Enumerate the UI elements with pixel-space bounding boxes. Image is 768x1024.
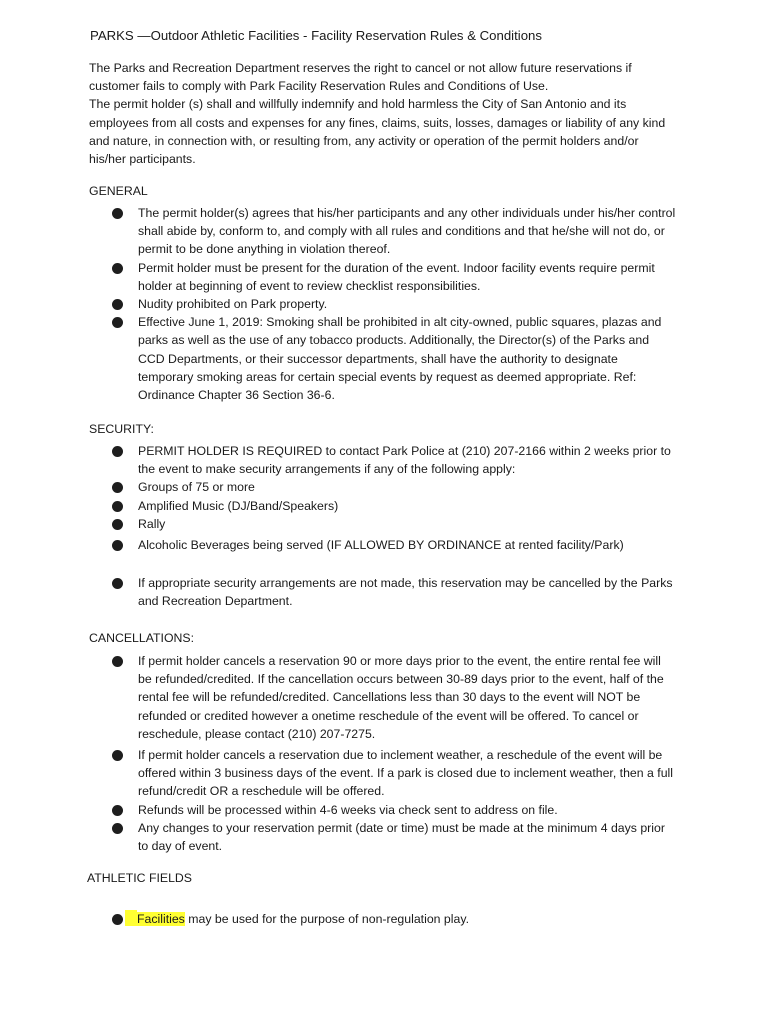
athletic-fields-list bbox=[0, 910, 768, 928]
list-item-text: If appropriate security arrangements are not made, this reservation may be cancelled by the Parks and Recreation Department. bbox=[138, 576, 673, 609]
bullet-icon bbox=[112, 482, 123, 493]
bullet-icon bbox=[112, 299, 123, 310]
bullet-icon bbox=[112, 914, 123, 925]
list-item-text: Any changes to your reservation permit (date or time) must be made at the minimum 4 days prior to day of event. bbox=[138, 820, 665, 854]
list-item bbox=[0, 746, 768, 801]
bullet-icon bbox=[112, 656, 123, 667]
highlighted-text: Facilities bbox=[137, 912, 185, 926]
list-item-text: Alcoholic Beverages being served (IF ALLOWED BY ORDINANCE at rented facility/Park) bbox=[138, 538, 624, 553]
list-item-text: The permit holder(s) agrees that his/her participants and any other individuals under his/her control shall abide by, conform to, and comply with all rules and conditions and that he/she will not do, or permit to be done anything in violation thereof. bbox=[138, 206, 676, 257]
bullet-icon bbox=[112, 446, 123, 457]
bullet-icon bbox=[112, 805, 123, 816]
list-item bbox=[0, 801, 768, 819]
bullet-icon bbox=[112, 540, 123, 551]
list-item-text: Refunds will be processed within 4-6 weeks via check sent to address on file. bbox=[138, 802, 558, 817]
list-item bbox=[0, 204, 768, 259]
list-item bbox=[0, 497, 768, 515]
security-heading: SECURITY: bbox=[89, 422, 154, 436]
list-item-text: Nudity prohibited on Park property. bbox=[138, 297, 328, 312]
list-item-text: Permit holder must be present for the duration of the event. Indoor facility events require permit holder at beginning of event to review checklist responsibilities. bbox=[138, 260, 655, 293]
bullet-icon bbox=[112, 519, 123, 530]
list-item-text: Rally bbox=[138, 516, 166, 531]
list-item-text: Amplified Music (DJ/Band/Speakers) bbox=[138, 498, 339, 513]
bullet-icon bbox=[112, 578, 123, 589]
general-list bbox=[0, 204, 768, 404]
list-item-text: may be used for the purpose of non-regulation play. bbox=[184, 912, 469, 926]
list-item bbox=[0, 652, 768, 743]
cancellations-heading: CANCELLATIONS: bbox=[89, 631, 195, 645]
document-title: PARKS —Outdoor Athletic Facilities - Facility Reservation Rules & Conditions bbox=[90, 28, 542, 43]
highlight-marker bbox=[125, 910, 137, 926]
bullet-icon bbox=[112, 750, 123, 761]
list-item-text: Groups of 75 or more bbox=[138, 480, 255, 495]
list-item-text: PERMIT HOLDER IS REQUIRED to contact Park Police at (210) 207-2166 within 2 weeks prior to the event to make security arrangements if any of the following apply: bbox=[138, 444, 671, 477]
security-list bbox=[0, 442, 768, 611]
list-item bbox=[0, 819, 768, 855]
bullet-icon bbox=[112, 501, 123, 512]
list-item bbox=[0, 536, 768, 554]
bullet-icon bbox=[112, 823, 123, 834]
list-item bbox=[0, 442, 768, 478]
intro-paragraph-reservation: The Parks and Recreation Department reserves the right to cancel or not allow future reservations if customer fails to comply with Park Facility Reservation Rules and Conditions of Use. bbox=[89, 61, 632, 94]
list-item bbox=[0, 295, 768, 313]
list-item bbox=[0, 478, 768, 496]
list-item-text: Effective June 1, 2019: Smoking shall be prohibited in alt city-owned, public squares, plazas and parks as well as the use of any tobacco products. Additionally, the Director(s) of the Parks and CCD Departments, or their successor departments, shall have the authority to designate temporary smoking areas for certain special events by request as deemed appropriate. Ref: Ordinance Chapter 36 Section 36-6. bbox=[138, 315, 662, 403]
cancellations-list bbox=[0, 652, 768, 855]
bullet-icon bbox=[112, 208, 123, 219]
list-item bbox=[0, 515, 768, 533]
athletic-fields-heading: ATHLETIC FIELDS bbox=[87, 871, 192, 885]
list-item bbox=[0, 313, 768, 404]
list-item bbox=[0, 259, 768, 295]
bullet-icon bbox=[112, 263, 123, 274]
list-item-text: If permit holder cancels a reservation due to inclement weather, a reschedule of the event will be offered within 3 business days of the event. If a park is closed due to inclement weather, then a full refund/credit OR a reschedule will be offered. bbox=[138, 748, 674, 799]
intro-section bbox=[89, 59, 669, 168]
bullet-icon bbox=[112, 317, 123, 328]
list-item bbox=[0, 910, 768, 928]
general-heading: GENERAL bbox=[89, 184, 148, 198]
list-item-text: If permit holder cancels a reservation 90 or more days prior to the event, the entire rental fee will be refunded/credited. If the cancellation occurs between 30-89 days prior to the event, half of the rental fee will be refunded/credited. Cancellations less than 30 days to the event will NOT be refunded or credited however a onetime reschedule of the event will be offered. To cancel or reschedule, please contact (210) 207-7275. bbox=[138, 654, 664, 741]
intro-paragraph-indemnify: The permit holder (s) shall and willfully indemnify and hold harmless the City of San Antonio and its employees from all costs and expenses for any fines, claims, suits, losses, damages or liability of any kind and nature, in connection with, or resulting from, any activity or operation of the permit holders and/or his/her participants. bbox=[89, 97, 666, 167]
list-item bbox=[0, 574, 768, 610]
